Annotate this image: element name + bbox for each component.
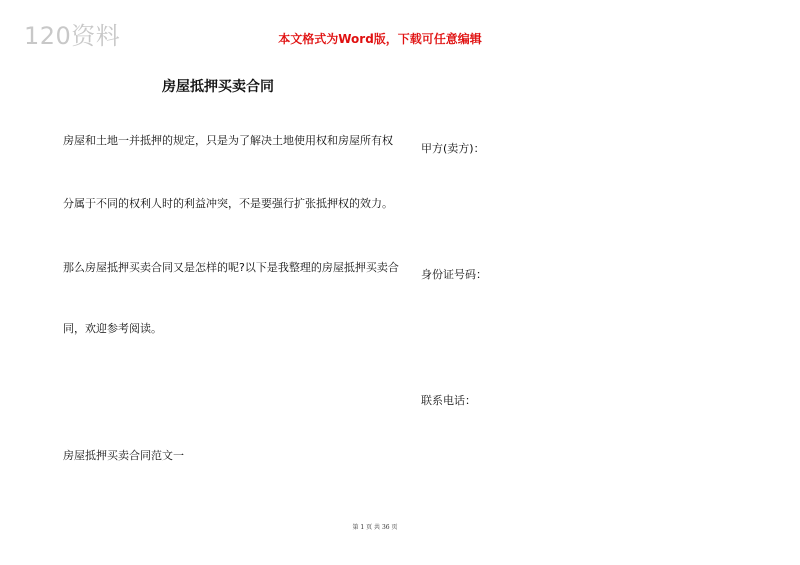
section-heading: 房屋抵押买卖合同范文一 <box>63 449 184 462</box>
party-a-label: 甲方(卖方)： <box>421 142 485 155</box>
page-number: 第 1 页 共 36 页 <box>352 524 398 531</box>
watermark-logo: 120资料 <box>24 22 121 50</box>
body-line-1: 房屋和土地一并抵押的规定，只是为了解决土地使用权和房屋所有权 <box>63 134 393 147</box>
id-number-label: 身份证号码： <box>421 268 487 281</box>
body-line-3: 那么房屋抵押买卖合同又是怎样的呢?以下是我整理的房屋抵押买卖合 <box>63 261 399 274</box>
body-line-2: 分属于不同的权利人时的利益冲突，不是要强行扩张抵押权的效力。 <box>63 197 393 210</box>
document-title: 房屋抵押买卖合同 <box>162 79 274 95</box>
phone-label: 联系电话： <box>421 394 476 407</box>
body-line-4: 同，欢迎参考阅读。 <box>63 322 162 335</box>
format-note: 本文格式为Word版，下载可任意编辑 <box>278 32 482 46</box>
